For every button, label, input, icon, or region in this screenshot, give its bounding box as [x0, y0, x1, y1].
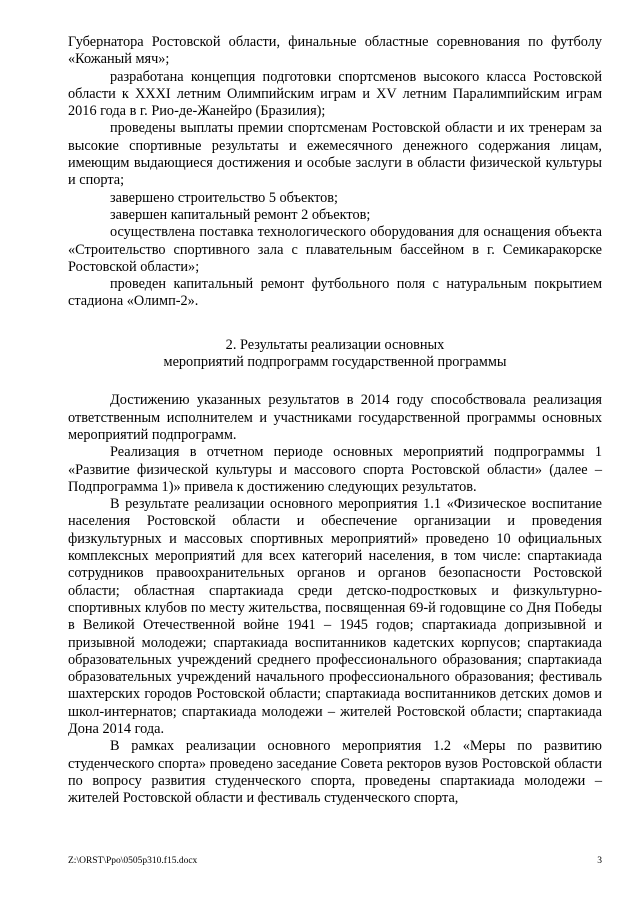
paragraph-repair: завершен капитальный ремонт 2 объектов; — [110, 206, 371, 223]
paragraph-payments: проведены выплаты премии спортсменам Ростовской области и их тренерам за высокие спортивные результаты и ежемесячного денежного содержания лицам, имеющим выдающиеся достижения и особые заслуги в области физической культуры и спорта; — [68, 120, 602, 189]
paragraph-equipment: осуществлена поставка технологического оборудования для оснащения объекта «Строительство спортивного зала с плавательным бассейном в г. Семикаракорске Ростовской области»; — [68, 224, 602, 275]
paragraph-measure-1-1: В результате реализации основного мероприятия 1.1 «Физическое воспитание населения Ростовской области и обеспечение организации и проведения физкультурных и массовых спортивных мероприятий» проведено 10 официальных комплексных мероприятий для всех категорий населения, в том числе: спартакиада сотрудников правоохранительных органов и органов безопасности Ростовской области; областная спартакиада среди детско-подростковых и физкультурно-спортивных клубов по месту жительства, посвященная 69-й годовщине со Дня Победы в Великой Отечественной войне 1941 – 1945 годов; спартакиада допризывной и призывной молодежи; спартакиада воспитанников кадетских корпусов; спартакиада образовательных учреждений среднего профессионального образования; спартакиада образовательных учреждений начального профессионального образования; фестиваль шахтерских городов Ростовской области; спартакиада воспитанников детских домов и школ-интернатов; спартакиада молодежи – жителей Ростовской области; спартакиада Дона 2014 года. — [68, 496, 602, 737]
document-page — [68, 34, 602, 807]
page-number: 3 — [597, 856, 602, 866]
section-heading-line-1: 2. Результаты реализации основных — [225, 336, 445, 353]
paragraph-construction: завершено строительство 5 объектов; — [110, 189, 339, 206]
paragraph-measure-1-2: В рамках реализации основного мероприятия 1.2 «Меры по развитию студенческого спорта» проведено заседание Совета ректоров вузов Ростовской области по вопросу развития студенческого спорта, проведены спартакиада молодежи – жителей Ростовской области и фестиваль студенческого спорта, — [68, 738, 602, 807]
section-heading-line-2: мероприятий подпрограмм государственной программы — [163, 354, 507, 371]
paragraph-football-field: проведен капитальный ремонт футбольного поля с натуральным покрытием стадиона «Олимп-2». — [68, 276, 602, 310]
section-heading — [68, 337, 602, 372]
file-path: Z:\ORST\Ppo\0505p310.f15.docx — [68, 856, 198, 866]
paragraph-continuation: Губернатора Ростовской области, финальные областные соревнования по футболу «Кожаный мяч»; — [68, 34, 602, 68]
paragraph-achievement: Достижению указанных результатов в 2014 году способствовала реализация ответственным исполнителем и участниками государственной программы основных мероприятий подпрограмм. — [68, 392, 602, 443]
paragraph-concept: разработана концепция подготовки спортсменов высокого класса Ростовской области к XXXI летним Олимпийским играм и XV летним Паралимпийским играм 2016 года в г. Рио-де-Жанейро (Бразилия); — [68, 68, 602, 120]
paragraph-subprogram-1: Реализация в отчетном периоде основных мероприятий подпрограммы 1 «Развитие физической культуры и массового спорта Ростовской области» (далее – Подпрограмма 1)» привела к достижению следующих результатов. — [68, 444, 602, 495]
